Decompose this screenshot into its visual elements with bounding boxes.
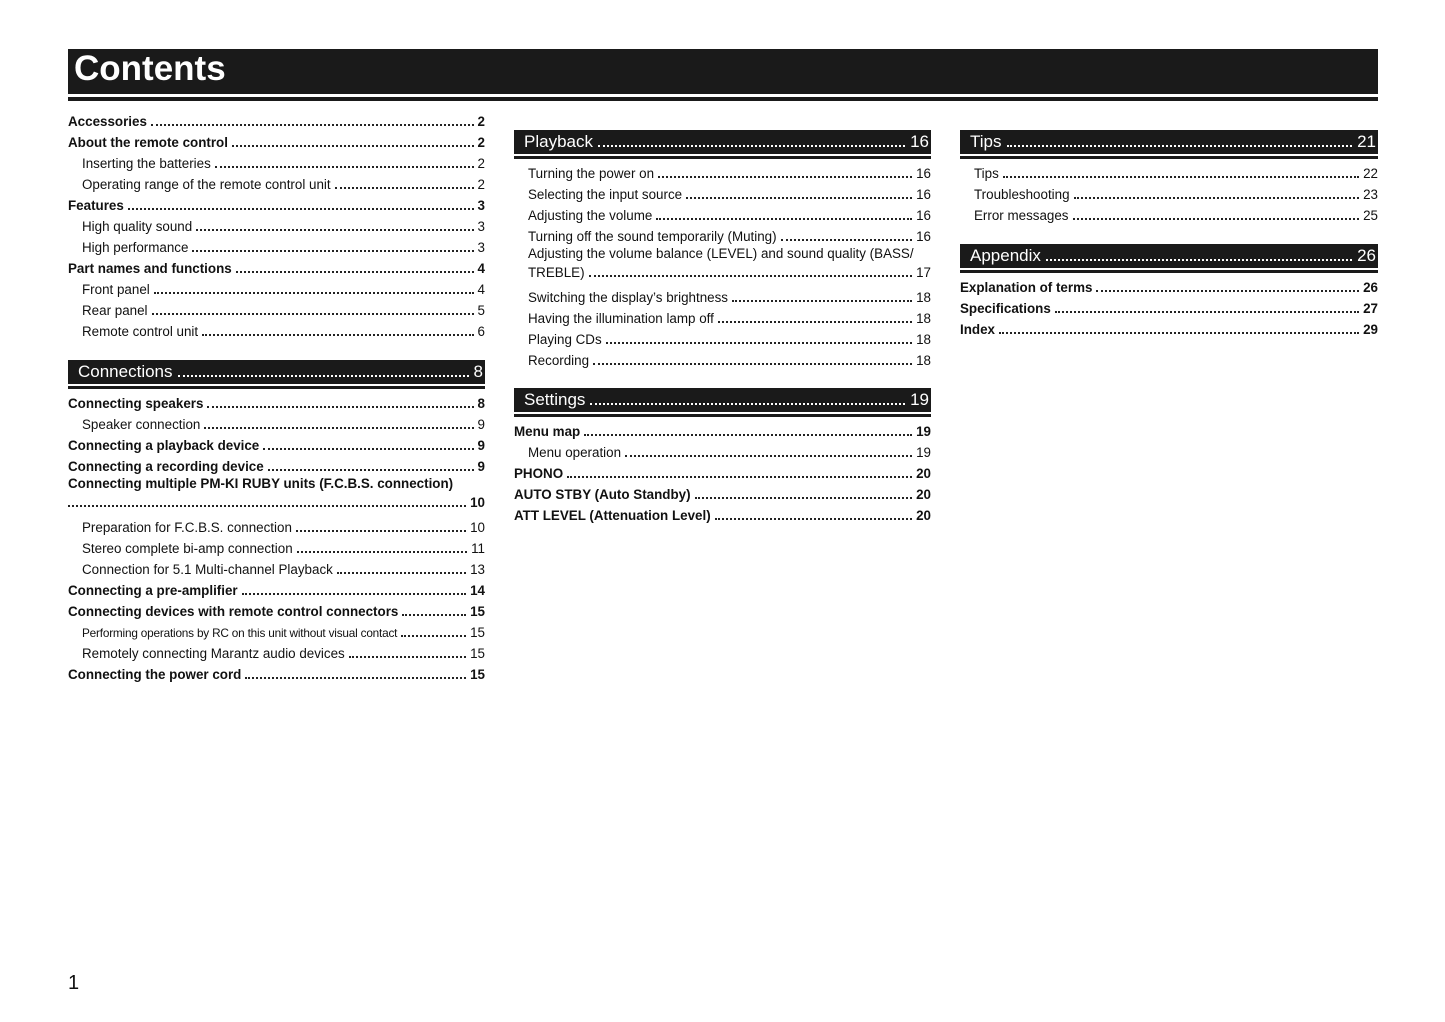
leader-dots bbox=[192, 249, 473, 252]
toc-entry[interactable] bbox=[514, 163, 931, 184]
leader-dots bbox=[68, 504, 466, 507]
toc-entry[interactable] bbox=[960, 205, 1378, 226]
toc-entry-title: Error messages bbox=[974, 208, 1069, 223]
leader-dots bbox=[686, 196, 912, 199]
toc-entry-title: Rear panel bbox=[82, 303, 148, 318]
toc-entry-page: 3 bbox=[477, 198, 485, 213]
leader-dots bbox=[178, 374, 469, 377]
toc-entry[interactable] bbox=[68, 279, 485, 300]
leader-dots bbox=[718, 320, 912, 323]
toc-entry-page: 9 bbox=[477, 438, 485, 453]
toc-entry-page: 2 bbox=[477, 114, 485, 129]
section-divider bbox=[514, 414, 931, 417]
toc-entry-page: 2 bbox=[477, 156, 485, 171]
toc-entry[interactable] bbox=[68, 258, 485, 279]
toc-entry-page: 11 bbox=[471, 541, 485, 556]
toc-entry-title: PHONO bbox=[514, 466, 564, 481]
section-header-page: 8 bbox=[473, 362, 483, 381]
toc-entry-page: 27 bbox=[1363, 301, 1378, 316]
toc-entry[interactable] bbox=[514, 442, 931, 463]
toc-entry-title: Troubleshooting bbox=[974, 187, 1070, 202]
toc-entry[interactable] bbox=[68, 643, 485, 664]
section-header-label: Settings bbox=[524, 390, 586, 409]
toc-entry[interactable] bbox=[68, 538, 485, 559]
leader-dots bbox=[154, 291, 474, 294]
leader-dots bbox=[567, 475, 912, 478]
toc-entry-title: High quality sound bbox=[82, 219, 193, 234]
leader-dots bbox=[152, 312, 474, 315]
toc-entry[interactable] bbox=[514, 505, 931, 526]
section-header[interactable] bbox=[514, 130, 931, 154]
toc-entry[interactable] bbox=[960, 277, 1378, 298]
toc-entry[interactable] bbox=[960, 319, 1378, 340]
toc-entry-page: 10 bbox=[470, 520, 485, 535]
toc-entry-title: Menu operation bbox=[528, 445, 622, 460]
leader-dots bbox=[606, 341, 912, 344]
toc-entry[interactable] bbox=[514, 262, 931, 283]
toc-entry-page: 16 bbox=[916, 229, 931, 244]
toc-entry[interactable] bbox=[68, 664, 485, 685]
leader-dots bbox=[1003, 175, 1359, 178]
toc-entry[interactable] bbox=[68, 393, 485, 414]
section-header-label: Appendix bbox=[970, 246, 1041, 265]
toc-entry-page: 13 bbox=[470, 562, 485, 577]
toc-entry[interactable] bbox=[68, 517, 485, 538]
leader-dots bbox=[584, 433, 912, 436]
toc-entry-page: 20 bbox=[916, 508, 931, 523]
leader-dots bbox=[1007, 144, 1353, 147]
page-number: 1 bbox=[68, 972, 80, 994]
toc-entry-page: 4 bbox=[477, 282, 485, 297]
toc-entry-title: Features bbox=[68, 198, 124, 213]
leader-dots bbox=[999, 331, 1359, 334]
toc-entry-title: Playing CDs bbox=[528, 332, 602, 347]
toc-entry[interactable] bbox=[68, 132, 485, 153]
toc-entry[interactable] bbox=[960, 298, 1378, 319]
section-divider bbox=[514, 156, 931, 159]
toc-entry-title: ATT LEVEL (Attenuation Level) bbox=[514, 508, 711, 523]
toc-entry-title: Part names and functions bbox=[68, 261, 232, 276]
leader-dots bbox=[296, 529, 466, 532]
leader-dots bbox=[593, 362, 912, 365]
toc-entry[interactable] bbox=[68, 174, 485, 195]
toc-entry[interactable] bbox=[68, 237, 485, 258]
leader-dots bbox=[1074, 196, 1360, 199]
toc-entry-page: 20 bbox=[916, 466, 931, 481]
leader-dots bbox=[695, 496, 913, 499]
toc-entry[interactable] bbox=[68, 559, 485, 580]
section-header-label: Tips bbox=[970, 132, 1002, 151]
toc-entry-page: 17 bbox=[916, 265, 931, 280]
leader-dots bbox=[1055, 310, 1359, 313]
toc-entry-title: Inserting the batteries bbox=[82, 156, 211, 171]
toc-entry[interactable] bbox=[514, 205, 931, 226]
toc-entry-title: Connecting a playback device bbox=[68, 438, 260, 453]
toc-entry-title: Speaker connection bbox=[82, 417, 201, 432]
toc-entry-page: 5 bbox=[477, 303, 485, 318]
leader-dots bbox=[196, 228, 473, 231]
section-divider bbox=[960, 270, 1378, 273]
toc-entry-title: Front panel bbox=[82, 282, 150, 297]
section-divider bbox=[68, 386, 485, 389]
section-header[interactable] bbox=[960, 130, 1378, 154]
toc-entry[interactable] bbox=[68, 195, 485, 216]
toc-entry-title[interactable]: Adjusting the volume balance (LEVEL) and sound quality (BASS/ bbox=[528, 246, 914, 261]
toc-entry-page: 3 bbox=[477, 240, 485, 255]
section-divider bbox=[960, 156, 1378, 159]
toc-entry[interactable] bbox=[514, 184, 931, 205]
toc-entry-page: 4 bbox=[477, 261, 485, 276]
toc-entry[interactable] bbox=[68, 111, 485, 132]
toc-entry-page: 16 bbox=[916, 166, 931, 181]
leader-dots bbox=[1096, 289, 1359, 292]
toc-entry-title: Switching the display’s brightness bbox=[528, 290, 728, 305]
toc-entry-page: 6 bbox=[477, 324, 485, 339]
toc-entry-page: 29 bbox=[1363, 322, 1378, 337]
leader-dots bbox=[245, 676, 466, 679]
toc-entry[interactable] bbox=[514, 463, 931, 484]
toc-entry-title: About the remote control bbox=[68, 135, 228, 150]
toc-entry[interactable] bbox=[68, 622, 485, 643]
toc-entry[interactable] bbox=[514, 421, 931, 442]
leader-dots bbox=[151, 123, 474, 126]
leader-dots bbox=[781, 238, 913, 241]
toc-entry-title: Connecting a pre-amplifier bbox=[68, 583, 238, 598]
toc-entry[interactable] bbox=[68, 300, 485, 321]
leader-dots bbox=[401, 634, 466, 637]
toc-entry-title: Explanation of terms bbox=[960, 280, 1093, 295]
toc-entry-title: Specifications bbox=[960, 301, 1051, 316]
leader-dots bbox=[263, 447, 473, 450]
toc-entry-page: 19 bbox=[916, 445, 931, 460]
leader-dots bbox=[128, 207, 474, 210]
leader-dots bbox=[589, 274, 913, 277]
leader-dots bbox=[349, 655, 466, 658]
toc-entry-title: Connecting the power cord bbox=[68, 667, 242, 682]
toc-entry-page: 15 bbox=[470, 625, 485, 640]
toc-entry-title: Turning the power on bbox=[528, 166, 655, 181]
toc-entry-page: 3 bbox=[477, 219, 485, 234]
title-divider bbox=[68, 97, 1378, 101]
section-header-page: 19 bbox=[910, 390, 929, 409]
leader-dots bbox=[732, 299, 912, 302]
toc-entry-title: Remote control unit bbox=[82, 324, 199, 339]
leader-dots bbox=[204, 426, 473, 429]
toc-entry-page: 19 bbox=[916, 424, 931, 439]
leader-dots bbox=[715, 517, 912, 520]
leader-dots bbox=[590, 402, 905, 405]
toc-entry[interactable] bbox=[514, 308, 931, 329]
toc-entry-page: 20 bbox=[916, 487, 931, 502]
toc-entry-page: 26 bbox=[1363, 280, 1378, 295]
section-header[interactable] bbox=[960, 244, 1378, 268]
toc-entry[interactable] bbox=[514, 350, 931, 371]
toc-entry-title: Menu map bbox=[514, 424, 581, 439]
toc-entry[interactable] bbox=[68, 492, 485, 513]
toc-entry-page: 14 bbox=[470, 583, 485, 598]
toc-entry[interactable] bbox=[514, 329, 931, 350]
section-header-page: 26 bbox=[1357, 246, 1376, 265]
leader-dots bbox=[625, 454, 912, 457]
section-header-page: 21 bbox=[1357, 132, 1376, 151]
toc-entry-title: Index bbox=[960, 322, 995, 337]
section-header[interactable] bbox=[514, 388, 931, 412]
toc-entry-title: Operating range of the remote control unit bbox=[82, 177, 331, 192]
toc-entry-title: Stereo complete bi-amp connection bbox=[82, 541, 293, 556]
toc-entry-title: Connection for 5.1 Multi-channel Playback bbox=[82, 562, 333, 577]
leader-dots bbox=[337, 571, 466, 574]
toc-entry-title[interactable]: Connecting multiple PM-KI RUBY units (F.C.B.S. connection) bbox=[68, 476, 454, 491]
leader-dots bbox=[1046, 258, 1352, 261]
toc-entry-page: 16 bbox=[916, 187, 931, 202]
page-title: Contents bbox=[74, 49, 226, 88]
toc-entry-title: Connecting speakers bbox=[68, 396, 204, 411]
toc-entry[interactable] bbox=[68, 435, 485, 456]
toc-entry-page: 15 bbox=[470, 646, 485, 661]
toc-entry-title: High performance bbox=[82, 240, 189, 255]
leader-dots bbox=[215, 165, 474, 168]
toc-entry-page: 22 bbox=[1363, 166, 1378, 181]
toc-entry-title: Preparation for F.C.B.S. connection bbox=[82, 520, 292, 535]
toc-entry-title: AUTO STBY (Auto Standby) bbox=[514, 487, 691, 502]
leader-dots bbox=[242, 592, 466, 595]
toc-entry-page: 2 bbox=[477, 135, 485, 150]
leader-dots bbox=[268, 468, 474, 471]
toc-entry-title-cont: TREBLE) bbox=[528, 265, 585, 280]
leader-dots bbox=[598, 144, 905, 147]
toc-entry-title: Remotely connecting Marantz audio devices bbox=[82, 646, 345, 661]
toc-entry-title: Accessories bbox=[68, 114, 147, 129]
toc-entry-title: Tips bbox=[974, 166, 999, 181]
toc-entry[interactable] bbox=[68, 414, 485, 435]
toc-entry-page: 8 bbox=[477, 396, 485, 411]
toc-entry-page: 9 bbox=[477, 459, 485, 474]
toc-entry-title: Turning off the sound temporarily (Muting) bbox=[528, 229, 777, 244]
contents-title-bar bbox=[68, 49, 1378, 94]
toc-entry-page: 9 bbox=[477, 417, 485, 432]
toc-entry[interactable] bbox=[68, 601, 485, 622]
leader-dots bbox=[335, 186, 474, 189]
toc-entry-page: 23 bbox=[1363, 187, 1378, 202]
toc-entry[interactable] bbox=[68, 216, 485, 237]
leader-dots bbox=[202, 333, 473, 336]
leader-dots bbox=[656, 217, 912, 220]
section-header-page: 16 bbox=[910, 132, 929, 151]
toc-entry-title: Performing operations by RC on this unit without visual contact bbox=[82, 625, 398, 640]
toc-entry-page: 18 bbox=[916, 353, 931, 368]
leader-dots bbox=[402, 613, 466, 616]
leader-dots bbox=[1073, 217, 1360, 220]
leader-dots bbox=[297, 550, 467, 553]
toc-entry-page: 16 bbox=[916, 208, 931, 223]
toc-entry-page: 18 bbox=[916, 311, 931, 326]
toc-entry[interactable] bbox=[514, 287, 931, 308]
section-header-label: Connections bbox=[78, 362, 173, 381]
toc-entry[interactable] bbox=[68, 153, 485, 174]
toc-entry[interactable] bbox=[68, 321, 485, 342]
toc-entry-page: 10 bbox=[470, 495, 485, 510]
toc-entry-title: Recording bbox=[528, 353, 590, 368]
toc-entry-page: 15 bbox=[470, 604, 485, 619]
leader-dots bbox=[658, 175, 912, 178]
section-header-label: Playback bbox=[524, 132, 593, 151]
toc-entry-title: Having the illumination lamp off bbox=[528, 311, 714, 326]
toc-entry-page: 25 bbox=[1363, 208, 1378, 223]
toc-entry-title: Adjusting the volume bbox=[528, 208, 653, 223]
section-header[interactable] bbox=[68, 360, 485, 384]
leader-dots bbox=[207, 405, 473, 408]
toc-entry[interactable] bbox=[960, 163, 1378, 184]
toc-entry[interactable] bbox=[960, 184, 1378, 205]
toc-entry-title: Selecting the input source bbox=[528, 187, 683, 202]
toc-entry-title: Connecting devices with remote control connectors bbox=[68, 604, 399, 619]
leader-dots bbox=[232, 144, 474, 147]
toc-entry[interactable] bbox=[68, 580, 485, 601]
toc-entry-title: Connecting a recording device bbox=[68, 459, 264, 474]
toc-entry-page: 18 bbox=[916, 290, 931, 305]
toc-entry[interactable] bbox=[514, 484, 931, 505]
leader-dots bbox=[236, 270, 474, 273]
toc-entry-page: 18 bbox=[916, 332, 931, 347]
toc-entry-page: 2 bbox=[477, 177, 485, 192]
toc-entry-page: 15 bbox=[470, 667, 485, 682]
